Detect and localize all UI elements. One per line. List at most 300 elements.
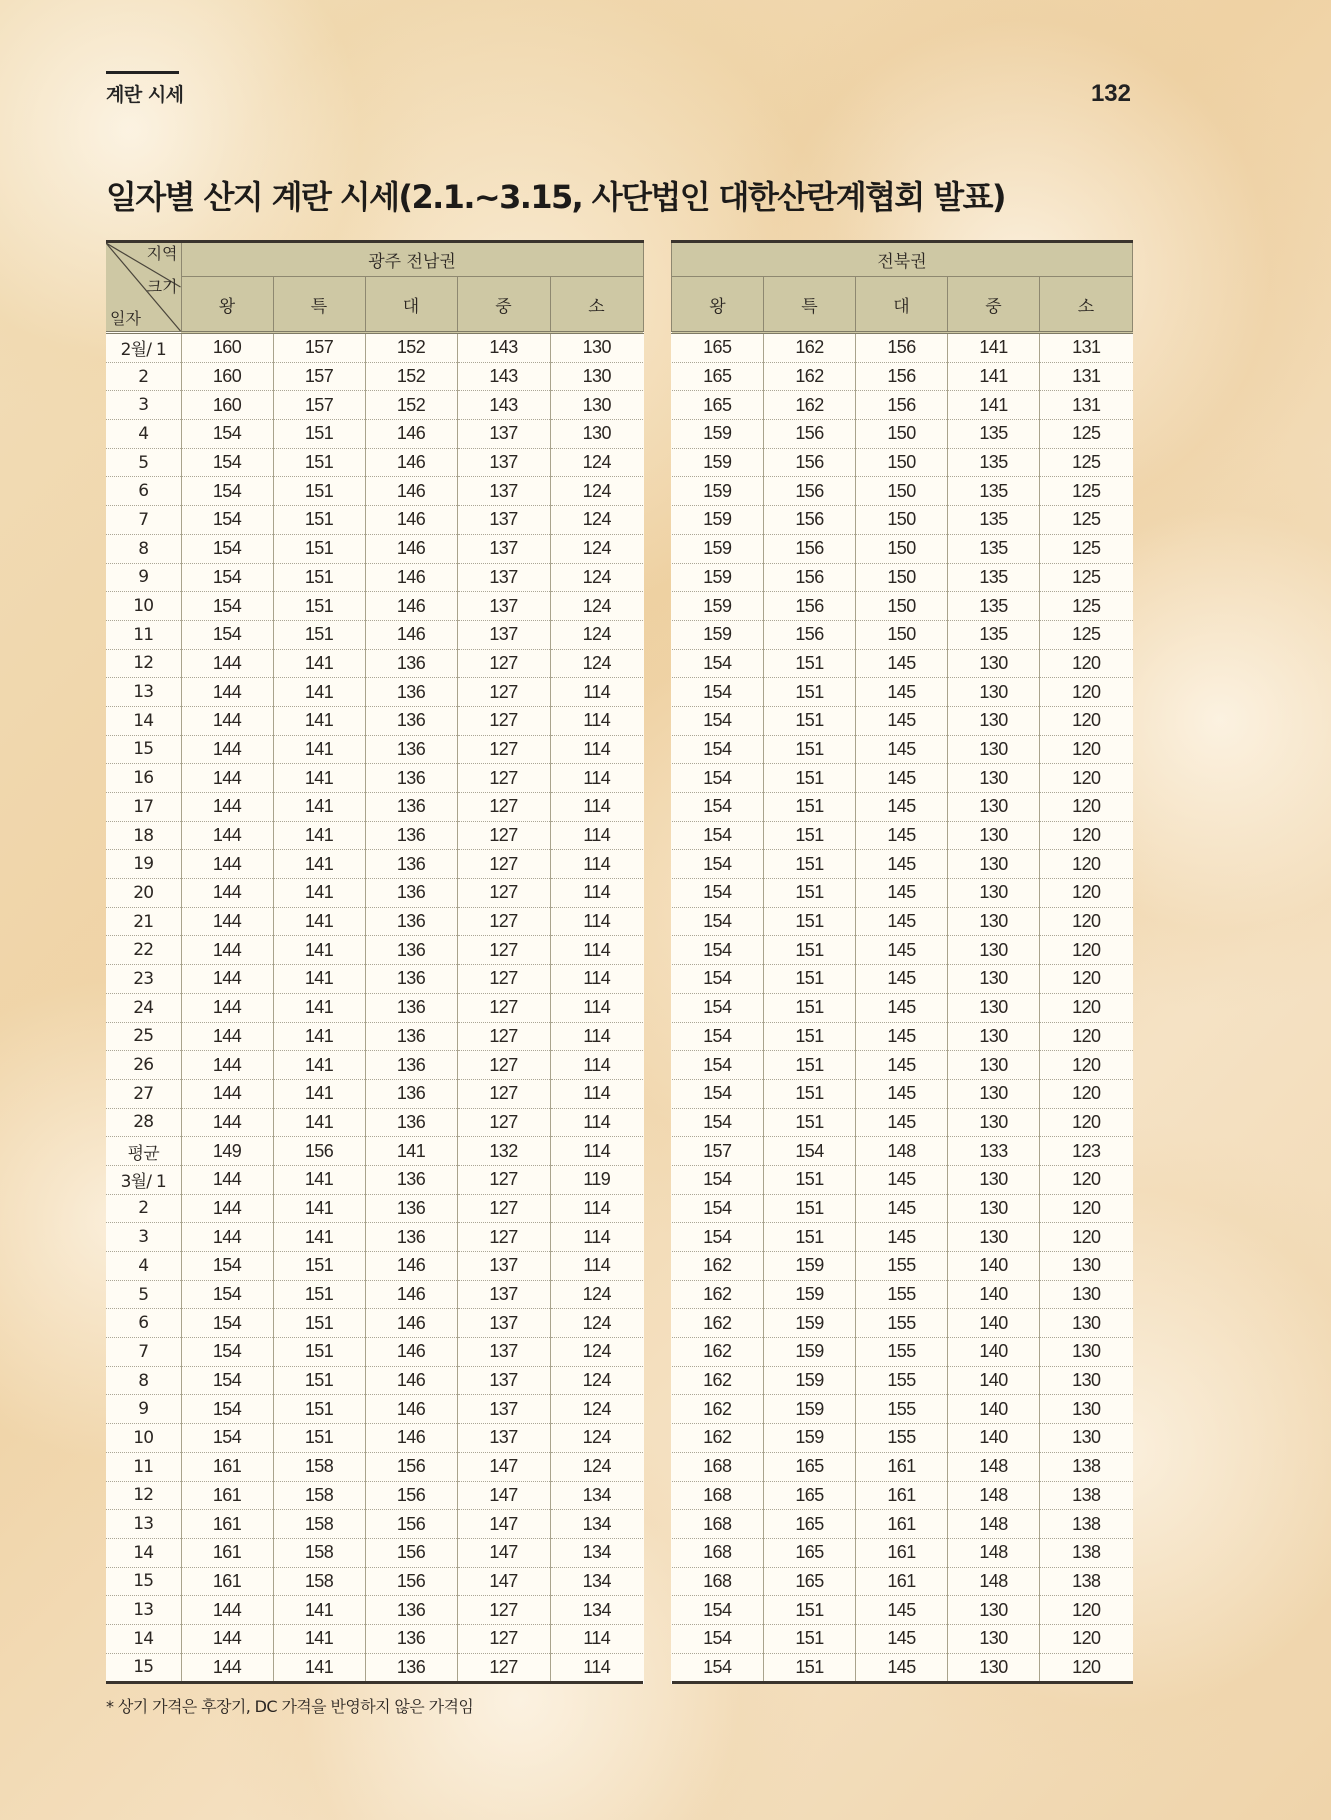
section-label: 계란 시세: [106, 84, 184, 106]
price-cell: 124: [550, 1280, 643, 1309]
price-cell: 127: [457, 1165, 550, 1194]
table-corner-header: [106, 242, 181, 333]
price-cell: 114: [550, 1223, 643, 1252]
size-column-header: 소: [1040, 277, 1133, 333]
price-cell: 130: [948, 1223, 1040, 1252]
size-column-header: 중: [948, 277, 1040, 333]
price-cell: 120: [1040, 1624, 1133, 1653]
table-row: [106, 1309, 643, 1338]
price-cell: 161: [181, 1510, 273, 1539]
date-cell: 9: [106, 563, 181, 592]
price-cell: 151: [273, 448, 365, 477]
price-cell: 132: [457, 1137, 550, 1166]
price-cell: 130: [1040, 1366, 1133, 1395]
price-cell: 154: [181, 420, 273, 449]
price-cell: 127: [457, 706, 550, 735]
price-cell: 141: [948, 333, 1040, 363]
price-cell: 155: [856, 1366, 948, 1395]
price-cell: 136: [365, 965, 457, 994]
price-cell: 140: [948, 1252, 1040, 1281]
price-cell: 137: [457, 1424, 550, 1453]
price-cell: 154: [672, 879, 764, 908]
price-cell: 154: [672, 936, 764, 965]
price-cell: 138: [1040, 1510, 1133, 1539]
price-cell: 144: [181, 907, 273, 936]
price-cell: 127: [457, 907, 550, 936]
price-cell: 120: [1040, 1223, 1133, 1252]
price-cell: 141: [273, 1223, 365, 1252]
price-cell: 130: [948, 1051, 1040, 1080]
table-row: [672, 1165, 1133, 1194]
price-cell: 151: [764, 1108, 856, 1137]
price-cell: 136: [365, 1653, 457, 1683]
price-cell: 158: [273, 1510, 365, 1539]
price-cell: 131: [1040, 362, 1133, 391]
table-row: [106, 1108, 643, 1137]
price-cell: 125: [1040, 592, 1133, 621]
price-cell: 150: [856, 420, 948, 449]
price-cell: 146: [365, 448, 457, 477]
table-row: [106, 563, 643, 592]
price-cell: 143: [457, 362, 550, 391]
price-cell: 146: [365, 506, 457, 535]
price-cell: 130: [948, 850, 1040, 879]
price-cell: 114: [550, 1194, 643, 1223]
price-cell: 120: [1040, 1022, 1133, 1051]
size-header-row: [106, 277, 643, 333]
price-cell: 146: [365, 563, 457, 592]
price-cell: 130: [948, 735, 1040, 764]
price-cell: 131: [1040, 333, 1133, 363]
price-cell: 159: [764, 1366, 856, 1395]
price-cell: 144: [181, 1194, 273, 1223]
price-cell: 140: [948, 1280, 1040, 1309]
price-cell: 127: [457, 936, 550, 965]
price-cell: 154: [181, 592, 273, 621]
price-cell: 138: [1040, 1538, 1133, 1567]
price-cell: 161: [181, 1481, 273, 1510]
price-cell: 159: [764, 1309, 856, 1338]
price-cell: 150: [856, 620, 948, 649]
price-cell: 159: [764, 1395, 856, 1424]
date-cell: 10: [106, 1424, 181, 1453]
price-cell: 136: [365, 1223, 457, 1252]
price-cell: 120: [1040, 706, 1133, 735]
price-cell: 141: [273, 879, 365, 908]
price-cell: 145: [856, 678, 948, 707]
price-cell: 144: [181, 1596, 273, 1625]
price-cell: 141: [273, 1165, 365, 1194]
table-row: [672, 1366, 1133, 1395]
price-cell: 114: [550, 793, 643, 822]
table-row: [672, 477, 1133, 506]
date-cell: 4: [106, 1252, 181, 1281]
price-cell: 154: [181, 506, 273, 535]
price-cell: 120: [1040, 965, 1133, 994]
price-cell: 154: [672, 706, 764, 735]
table-row: [106, 993, 643, 1022]
price-cell: 127: [457, 821, 550, 850]
table-row: [672, 1452, 1133, 1481]
price-cell: 150: [856, 506, 948, 535]
price-cell: 154: [672, 793, 764, 822]
price-cell: 137: [457, 448, 550, 477]
price-cell: 154: [181, 534, 273, 563]
price-cell: 154: [672, 678, 764, 707]
date-cell: 16: [106, 764, 181, 793]
date-cell: 6: [106, 1309, 181, 1338]
price-cell: 145: [856, 936, 948, 965]
price-cell: 141: [273, 1022, 365, 1051]
price-cell: 161: [856, 1510, 948, 1539]
table-row: [672, 1538, 1133, 1567]
price-cell: 154: [181, 477, 273, 506]
table-row: [672, 1079, 1133, 1108]
date-cell: 12: [106, 649, 181, 678]
price-cell: 154: [672, 1079, 764, 1108]
table-row: [106, 850, 643, 879]
table-row: [672, 1051, 1133, 1080]
table-row: [106, 333, 643, 363]
table-row: [672, 534, 1133, 563]
price-cell: 148: [948, 1538, 1040, 1567]
price-cell: 136: [365, 1051, 457, 1080]
table-row: [672, 678, 1133, 707]
date-cell: 17: [106, 793, 181, 822]
table-row: [106, 1366, 643, 1395]
table-row: [106, 1223, 643, 1252]
price-cell: 124: [550, 448, 643, 477]
price-cell: 119: [550, 1165, 643, 1194]
date-cell: 11: [106, 620, 181, 649]
price-cell: 120: [1040, 850, 1133, 879]
price-cell: 154: [672, 1108, 764, 1137]
price-cell: 120: [1040, 907, 1133, 936]
price-cell: 151: [273, 563, 365, 592]
price-cell: 138: [1040, 1452, 1133, 1481]
table-row: [672, 1280, 1133, 1309]
price-cell: 155: [856, 1338, 948, 1367]
table-row: [672, 1624, 1133, 1653]
date-cell: 2: [106, 362, 181, 391]
price-cell: 124: [550, 506, 643, 535]
price-cell: 162: [764, 362, 856, 391]
region-header: 광주 전남권: [181, 242, 643, 277]
price-cell: 127: [457, 1596, 550, 1625]
price-cell: 141: [365, 1137, 457, 1166]
price-cell: 155: [856, 1309, 948, 1338]
price-cell: 141: [273, 993, 365, 1022]
size-column-header: 특: [764, 277, 856, 333]
price-cell: 159: [672, 534, 764, 563]
price-cell: 165: [764, 1538, 856, 1567]
price-cell: 147: [457, 1510, 550, 1539]
price-cell: 144: [181, 1108, 273, 1137]
price-cell: 130: [550, 362, 643, 391]
date-cell: 25: [106, 1022, 181, 1051]
price-cell: 137: [457, 506, 550, 535]
table-row: [672, 448, 1133, 477]
date-cell: 14: [106, 1538, 181, 1567]
price-cell: 154: [672, 1051, 764, 1080]
price-cell: 127: [457, 1653, 550, 1683]
price-cell: 144: [181, 879, 273, 908]
price-cell: 135: [948, 477, 1040, 506]
price-cell: 141: [273, 965, 365, 994]
date-cell: 12: [106, 1481, 181, 1510]
price-cell: 141: [273, 1079, 365, 1108]
price-cell: 154: [181, 1424, 273, 1453]
price-cell: 156: [273, 1137, 365, 1166]
date-cell: 2: [106, 1194, 181, 1223]
table-row: [106, 821, 643, 850]
price-cell: 127: [457, 1108, 550, 1137]
region-header-row: [672, 242, 1133, 277]
price-cell: 165: [672, 391, 764, 420]
price-cell: 168: [672, 1510, 764, 1539]
region-header: 전북권: [672, 242, 1133, 277]
price-cell: 144: [181, 1223, 273, 1252]
table-row: [672, 1309, 1133, 1338]
table-row: [106, 965, 643, 994]
price-cell: 159: [672, 506, 764, 535]
price-cell: 130: [1040, 1424, 1133, 1453]
price-cell: 154: [181, 1395, 273, 1424]
size-column-header: 특: [273, 277, 365, 333]
price-cell: 156: [365, 1452, 457, 1481]
price-cell: 148: [948, 1567, 1040, 1596]
price-cell: 150: [856, 563, 948, 592]
date-cell: 7: [106, 506, 181, 535]
price-cell: 114: [550, 764, 643, 793]
price-cell: 157: [273, 362, 365, 391]
price-cell: 151: [273, 1309, 365, 1338]
table-row: [106, 1338, 643, 1367]
table-row: [106, 1481, 643, 1510]
price-cell: 161: [856, 1538, 948, 1567]
price-cell: 141: [273, 1051, 365, 1080]
date-cell: 6: [106, 477, 181, 506]
table-row: [672, 362, 1133, 391]
price-cell: 120: [1040, 1165, 1133, 1194]
price-cell: 134: [550, 1538, 643, 1567]
price-cell: 135: [948, 563, 1040, 592]
price-cell: 145: [856, 1108, 948, 1137]
price-cell: 151: [764, 735, 856, 764]
price-cell: 161: [856, 1567, 948, 1596]
price-cell: 159: [672, 420, 764, 449]
price-cell: 141: [948, 362, 1040, 391]
price-cell: 120: [1040, 764, 1133, 793]
table-row: [106, 907, 643, 936]
price-cell: 151: [273, 534, 365, 563]
price-cell: 154: [181, 1366, 273, 1395]
price-cell: 136: [365, 1194, 457, 1223]
price-cell: 143: [457, 333, 550, 363]
price-cell: 156: [365, 1481, 457, 1510]
table-row: [672, 1653, 1133, 1683]
price-cell: 134: [550, 1567, 643, 1596]
price-cell: 137: [457, 1395, 550, 1424]
price-cell: 156: [764, 506, 856, 535]
date-cell: 26: [106, 1051, 181, 1080]
price-cell: 151: [764, 764, 856, 793]
price-cell: 146: [365, 534, 457, 563]
price-cell: 150: [856, 592, 948, 621]
price-cell: 124: [550, 649, 643, 678]
price-cell: 162: [672, 1366, 764, 1395]
date-cell: 3: [106, 1223, 181, 1252]
price-cell: 151: [764, 678, 856, 707]
table-row: [106, 1452, 643, 1481]
table-row: [106, 764, 643, 793]
price-cell: 156: [365, 1538, 457, 1567]
price-cell: 136: [365, 706, 457, 735]
table-row: [672, 993, 1133, 1022]
price-cell: 125: [1040, 563, 1133, 592]
price-cell: 148: [948, 1481, 1040, 1510]
price-cell: 151: [764, 1596, 856, 1625]
price-cell: 130: [550, 391, 643, 420]
price-cell: 162: [764, 391, 856, 420]
price-cell: 120: [1040, 879, 1133, 908]
price-cell: 137: [457, 1338, 550, 1367]
table-row: [106, 1510, 643, 1539]
table-row: [106, 1395, 643, 1424]
price-cell: 162: [672, 1338, 764, 1367]
price-cell: 156: [365, 1567, 457, 1596]
price-cell: 154: [672, 1596, 764, 1625]
table-row: [672, 1596, 1133, 1625]
price-cell: 123: [1040, 1137, 1133, 1166]
table-row: [672, 907, 1133, 936]
price-cell: 168: [672, 1452, 764, 1481]
price-cell: 145: [856, 764, 948, 793]
price-cell: 145: [856, 1051, 948, 1080]
price-cell: 127: [457, 735, 550, 764]
price-cell: 141: [273, 936, 365, 965]
price-cell: 144: [181, 993, 273, 1022]
price-cell: 156: [856, 362, 948, 391]
price-cell: 127: [457, 1079, 550, 1108]
price-cell: 135: [948, 620, 1040, 649]
price-cell: 141: [273, 735, 365, 764]
price-cell: 146: [365, 1280, 457, 1309]
price-cell: 120: [1040, 793, 1133, 822]
date-cell: 27: [106, 1079, 181, 1108]
table-row: [672, 420, 1133, 449]
date-cell: 19: [106, 850, 181, 879]
table-row: [672, 936, 1133, 965]
price-cell: 120: [1040, 1596, 1133, 1625]
price-cell: 159: [764, 1252, 856, 1281]
price-cell: 160: [181, 333, 273, 363]
price-cell: 135: [948, 534, 1040, 563]
price-cell: 141: [273, 1596, 365, 1625]
price-cell: 136: [365, 678, 457, 707]
date-cell: 11: [106, 1452, 181, 1481]
price-cell: 136: [365, 821, 457, 850]
price-cell: 154: [181, 620, 273, 649]
date-cell: 2월/ 1: [106, 333, 181, 363]
price-cell: 124: [550, 592, 643, 621]
table-row: [106, 1165, 643, 1194]
price-cell: 124: [550, 1338, 643, 1367]
price-cell: 151: [764, 936, 856, 965]
price-cell: 137: [457, 1309, 550, 1338]
price-cell: 154: [672, 965, 764, 994]
size-column-header: 대: [365, 277, 457, 333]
price-cell: 137: [457, 1366, 550, 1395]
price-cell: 114: [550, 907, 643, 936]
price-cell: 151: [764, 1624, 856, 1653]
price-cell: 127: [457, 793, 550, 822]
price-cell: 165: [672, 333, 764, 363]
price-cell: 151: [764, 993, 856, 1022]
price-cell: 130: [948, 1108, 1040, 1137]
date-cell: 5: [106, 448, 181, 477]
price-cell: 151: [764, 965, 856, 994]
price-cell: 148: [948, 1510, 1040, 1539]
price-cell: 140: [948, 1338, 1040, 1367]
table-row: [672, 1252, 1133, 1281]
price-cell: 137: [457, 1280, 550, 1309]
price-cell: 159: [672, 592, 764, 621]
price-cell: 168: [672, 1538, 764, 1567]
price-cell: 120: [1040, 649, 1133, 678]
price-cell: 136: [365, 907, 457, 936]
table-row: [672, 965, 1133, 994]
table-row: [672, 592, 1133, 621]
price-cell: 165: [764, 1567, 856, 1596]
price-cell: 157: [273, 391, 365, 420]
price-cell: 151: [273, 477, 365, 506]
price-cell: 137: [457, 592, 550, 621]
price-cell: 130: [948, 1194, 1040, 1223]
price-cell: 154: [672, 1223, 764, 1252]
price-cell: 141: [948, 391, 1040, 420]
price-cell: 151: [764, 821, 856, 850]
price-cell: 114: [550, 879, 643, 908]
table-row: [106, 1538, 643, 1567]
price-cell: 145: [856, 850, 948, 879]
table-row: [672, 793, 1133, 822]
price-table-jeonbuk: [671, 240, 1133, 1684]
price-cell: 161: [856, 1452, 948, 1481]
price-cell: 136: [365, 850, 457, 879]
price-cell: 145: [856, 879, 948, 908]
price-cell: 151: [764, 1051, 856, 1080]
price-cell: 120: [1040, 1108, 1133, 1137]
table-row: [106, 1596, 643, 1625]
price-cell: 151: [764, 850, 856, 879]
table-row: [672, 1567, 1133, 1596]
price-cell: 130: [948, 678, 1040, 707]
price-cell: 127: [457, 850, 550, 879]
price-cell: 124: [550, 563, 643, 592]
price-cell: 144: [181, 678, 273, 707]
table-row: [106, 649, 643, 678]
price-cell: 154: [181, 1280, 273, 1309]
price-cell: 157: [672, 1137, 764, 1166]
price-cell: 130: [948, 1165, 1040, 1194]
price-cell: 154: [181, 1309, 273, 1338]
price-cell: 148: [856, 1137, 948, 1166]
date-cell: 22: [106, 936, 181, 965]
price-cell: 138: [1040, 1567, 1133, 1596]
size-header-row: [672, 277, 1133, 333]
price-cell: 151: [764, 706, 856, 735]
